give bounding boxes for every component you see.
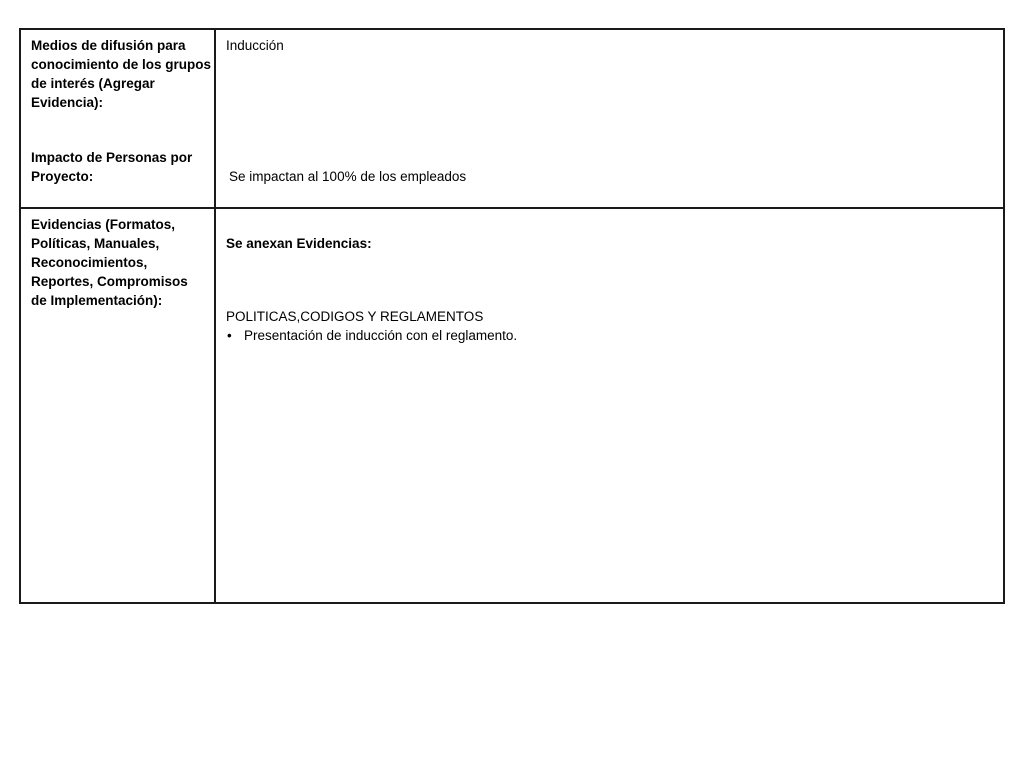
form-table <box>19 28 1005 604</box>
impacto-personas-label: Impacto de Personas por Proyecto: <box>31 150 193 184</box>
evidencias-bullet-list <box>225 326 517 345</box>
bullet-icon: • <box>227 328 232 343</box>
label-cell-evidencias <box>21 209 216 602</box>
table-row-difusion <box>21 30 1003 209</box>
list-item <box>225 326 517 345</box>
value-cell-difusion <box>216 30 1003 207</box>
value-cell-evidencias <box>216 209 1003 602</box>
medios-difusion-value: Inducción <box>226 38 284 53</box>
medios-difusion-label: Medios de difusión para conocimiento de los grupos de interés (Agregar Evidencia): <box>31 38 212 110</box>
evidencias-subheading: POLITICAS,CODIGOS Y REGLAMENTOS <box>226 309 484 324</box>
table-row-evidencias <box>21 209 1003 602</box>
evidencias-label: Evidencias (Formatos, Políticas, Manuales, Reconocimientos, Reportes, Compromisos de Implementación): <box>31 217 188 308</box>
impacto-personas-value: Se impactan al 100% de los empleados <box>229 169 467 184</box>
label-cell-difusion <box>21 30 216 207</box>
evidencias-heading: Se anexan Evidencias: <box>226 236 372 251</box>
list-item-text: Presentación de inducción con el reglamento. <box>244 328 518 343</box>
